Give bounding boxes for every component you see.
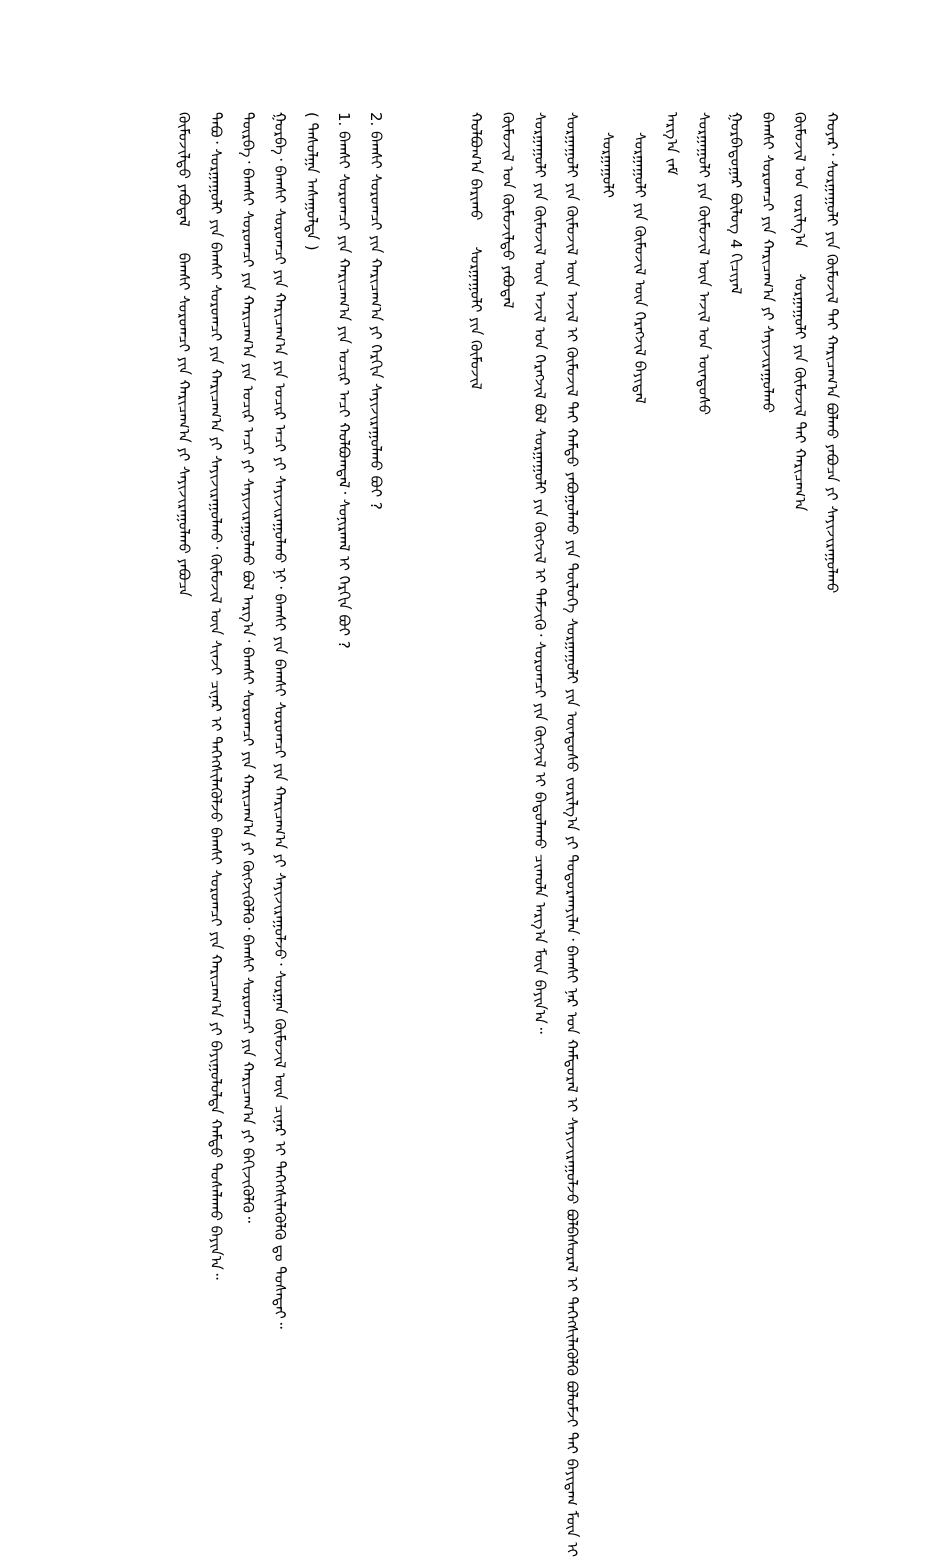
- text-column-19-part-b: ᠪᠠᠭᠰᠢ ᠰᠤᠷᠤᠭᠴᠢ ᠶᠢᠨ ᠬᠠᠷᠢᠴᠠᠭ᠎ᠠ ᠶᠢ ᠰᠠᠶᠢᠵᠢᠷᠠᠭᠤᠯᠬᠤ ᠶᠠᠪᠤᠴᠠ: [175, 252, 193, 597]
- text-column-12-part-a: ᠬᠣᠯᠪᠣᠭ᠎ᠠ ᠪᠠᠷᠢᠬᠤ: [467, 112, 485, 221]
- text-column-17: ᠳᠥᠷᠪᠡ᠂ ᠪᠠᠭᠰᠢ ᠰᠤᠷᠤᠭᠴᠢ ᠶᠢᠨ ᠬᠠᠷᠢᠴᠠᠭ᠎ᠠ ᠶᠢᠨ ᠤᠴᠢᠷ ᠠᠴᠢ ᠶᠢ ᠰᠠᠶᠢᠵᠢᠷᠠᠭᠤᠯᠬᠤ ᠪᠣᠯ ᠠᠷᠭ᠎ᠠ᠂ ᠪᠠᠭᠰᠢ ᠰᠤᠷᠤᠭᠴᠢ ᠶᠢᠨ ᠬᠠᠷᠢᠴᠠᠭ᠎ᠠ ᠶᠢ ᠬᠥᠭᠵᠢᠭᠦᠯᠬᠦ᠂ ᠪᠠᠭᠰᠢ ᠰᠤᠷᠤᠭᠴᠢ ᠶᠢᠨ ᠬᠠᠷᠢᠴᠠᠭ᠎ᠠ ᠶᠢ ᠪᠡᠬᠢᠵᠢᠭᠦᠯᠬᠦ᠃: [239, 112, 257, 1223]
- text-column-11: ᠬᠦᠮᠦᠵᠢᠯ ᠤᠨ ᠬᠦᠮᠦᠵᠢᠯᠲᠦ ᠶᠠᠪᠤᠳᠠᠯ: [499, 112, 517, 309]
- text-column-2-part-a: ᠬᠥᠮᠦᠵᠢᠯ ᠤᠨ ᠵᠣᠷᠢᠯᠭ᠎ᠠ: [791, 112, 809, 248]
- text-column-5: ᠰᠤᠷᠭᠠᠭᠤᠯᠢ ᠶᠢᠨ ᠬᠥᠮᠦᠵᠢᠯ ᠦᠨ ᠠᠵᠢᠯ ᠤᠨ ᠦᠨᠳᠦᠰᠦ: [695, 112, 713, 416]
- question-2: 2. ᠪᠠᠭᠰᠢ ᠰᠤᠷᠤᠭᠴᠢ ᠶᠢᠨ ᠬᠠᠷᠢᠴᠠᠭ᠎ᠠ ᠶᠢ ᠬᠡᠷᠬᠢᠨ ᠰᠠᠶᠢᠵᠢᠷᠠᠭᠤᠯᠬᠤ ᠪᠤᠢ ?: [367, 112, 385, 510]
- text-column-19-part-a: ᠬᠦᠮᠦᠵᠢᠯᠲᠦ ᠶᠠᠪᠤᠳᠠᠯ: [175, 112, 193, 227]
- question-1: 1. ᠪᠠᠭᠰᠢ ᠰᠤᠷᠤᠭᠴᠢ ᠶᠢᠨ ᠬᠠᠷᠢᠴᠠᠭ᠎ᠠ ᠶᠢᠨ ᠤᠴᠢᠷ ᠠᠴᠢ ᠬᠣᠯᠪᠣᠭᠳᠠᠯ᠂ ᠰᠣᠨᠢᠷᠬᠠᠯ ᠢ ᠬᠡᠷᠬᠢᠨ ᠪᠤᠢ ?: [335, 112, 353, 649]
- text-column-1: ᠬᠣᠶᠠᠷ᠂ ᠰᠤᠷᠭᠠᠭᠤᠯᠢ ᠶᠢᠨ ᠬᠥᠮᠦᠵᠢᠯ ᠲᠠᠢ ᠬᠠᠷᠢᠴᠠᠭ᠎ᠠ ᠪᠣᠯᠬᠤ ᠶᠠᠪᠤᠴᠠ ᠶᠢ ᠰᠠᠶᠢᠵᠢᠷᠠᠭᠤᠯᠬᠤ: [823, 112, 841, 594]
- text-column-12: [466, 112, 486, 412]
- text-column-3: ᠪᠠᠭᠰᠢ ᠰᠤᠷᠤᠭᠴᠢ ᠶᠢᠨ ᠬᠠᠷᠢᠴᠠᠭ᠎ᠠ ᠶᠢ ᠰᠠᠶᠢᠵᠢᠷᠠᠭᠤᠯᠬᠤ: [759, 112, 777, 414]
- text-column-9: ᠰᠤᠷᠭᠠᠭᠤᠯᠢ ᠶᠢᠨ ᠬᠥᠮᠦᠵᠢᠯ ᠦᠨ ᠠᠵᠢᠯ ᠢ ᠬᠦᠮᠦᠵᠢᠯ ᠲᠡᠢ ᠬᠠᠮᠲᠤ ᠶᠠᠪᠤᠭᠤᠯᠬᠤ ᠶᠢᠨ ᠲᠥᠯᠦᠭᠡ ᠰᠤᠷᠭᠠᠭᠤᠯᠢ ᠶᠢᠨ ᠦᠨᠳᠦᠰᠦ ᠵᠣᠷᠢᠯᠭ᠎ᠠ ᠶᠢ ᠲᠣᠳᠤᠷᠬᠠᠶᠢᠯᠠᠨ᠂ ᠪᠠᠭᠰᠢ ᠨᠠᠷ ᠤᠨ ᠬᠠᠮᠲᠤᠷᠠᠯ ᠢ ᠰᠠᠶᠢᠵᠢᠷᠠᠭᠤᠯᠵᠤ ᠪᠣᠯᠪᠠᠰᠤᠷᠠᠯ ᠢ ᠳᠡᠭᠡᠭᠰᠢᠯᠡᠭᠦᠯᠬᠦ ᠪᠣᠯᠤᠮᠵᠢ ᠲᠠᠢ ᠪᠠᠶᠢᠳᠠᠭ ᠮᠥᠨ ᠢ: [563, 112, 581, 1557]
- text-column-4: ᠭᠤᠷᠪᠠᠳᠤᠭᠠᠷ ᠪᠦᠯᠦᠭ 4 ᠬᠢᠴᠢᠶᠡᠯ: [727, 112, 745, 295]
- text-column-6: ᠠᠷᠭ᠎ᠠ ᠵᠠᠮ: [663, 112, 681, 176]
- text-column-16: ᠭᠤᠷᠪᠠ᠂ ᠪᠠᠭᠰᠢ ᠰᠤᠷᠤᠭᠴᠢ ᠶᠢᠨ ᠬᠠᠷᠢᠴᠠᠭ᠎ᠠ ᠶᠢᠨ ᠤᠴᠢᠷ ᠠᠴᠢ ᠶᠢ ᠰᠠᠶᠢᠵᠢᠷᠠᠭᠤᠯᠬᠤ ᠨᠢ᠂ ᠪᠠᠭᠰᠢ ᠶᠢᠨ ᠪᠠᠭᠰᠢ ᠰᠤᠷᠤᠭᠴᠢ ᠶᠢᠨ ᠬᠠᠷᠢᠴᠠᠭ᠎ᠠ ᠶᠢ ᠰᠠᠶᠢᠵᠢᠷᠠᠭᠤᠯᠵᠤ᠂ ᠰᠤᠷᠭᠠᠨ ᠬᠥᠮᠦᠵᠢᠯ ᠦᠨ ᠴᠢᠨᠠᠷ ᠢ ᠳᠡᠭᠡᠭᠰᠢᠯᠡᠭᠦᠯᠬᠦ ᠳᠤ ᠲᠤᠰᠠᠲᠠᠢ᠃: [271, 112, 289, 1329]
- text-column-19: [174, 112, 194, 612]
- text-column-2-part-b: ᠰᠤᠷᠭᠠᠭᠤᠯᠢ ᠶᠢᠨ ᠬᠥᠮᠦᠵᠢᠯ ᠲᠠᠢ ᠬᠠᠷᠢᠴᠠᠭ᠎ᠠ: [791, 273, 809, 512]
- text-column-18: ᠲᠠᠪᠤ᠂ ᠰᠤᠷᠭᠠᠭᠤᠯᠢ ᠶᠢᠨ ᠪᠠᠭᠰᠢ ᠰᠤᠷᠤᠭᠴᠢ ᠶᠢᠨ ᠬᠠᠷᠢᠴᠠᠭ᠎ᠠ ᠶᠢ ᠰᠠᠶᠢᠵᠢᠷᠠᠭᠤᠯᠬᠤ᠂ ᠬᠦᠮᠦᠵᠢᠯ ᠦᠨ ᠰᠢᠨᠵᠢ ᠴᠢᠨᠠᠷ ᠢ ᠳᠡᠭᠡᠭᠰᠢᠯᠡᠭᠦᠯᠵᠦ ᠪᠠᠭᠰᠢ ᠰᠤᠷᠤᠭᠴᠢ ᠶᠢᠨ ᠬᠠᠷᠢᠴᠠᠭ᠎ᠠ ᠶᠢ ᠪᠠᠶᠢᠭᠤᠯᠤᠯᠲᠠ ᠬᠠᠮᠲᠤ ᠲᠤᠰᠠᠯᠠᠬᠤ ᠪᠠᠶᠢᠨ᠎ᠠ᠃: [207, 112, 225, 1280]
- text-column-7: ᠰᠤᠷᠭᠠᠭᠤᠯᠢ ᠶᠢᠨ ᠬᠥᠮᠦᠵᠢᠯ ᠦᠨ ᠬᠡᠷᠡᠭᠵᠢᠯ ᠪᠠᠶᠢᠳᠠᠯ: [631, 132, 649, 404]
- exercise-heading: ( ᠳᠠᠰᠤᠯᠭᠠ ᠠᠰᠠᠭᠤᠯᠲᠠ ): [303, 112, 321, 251]
- text-column-8: ᠰᠤᠷᠭᠠᠭᠤᠯᠢ: [599, 132, 617, 198]
- text-column-10: ᠰᠤᠷᠭᠠᠭᠤᠯᠢ ᠶᠢᠨ ᠬᠥᠮᠦᠵᠢᠯ ᠦᠨ ᠠᠵᠢᠯ ᠤᠨ ᠬᠡᠷᠡᠭᠵᠢᠯ ᠪᠣᠯ ᠰᠤᠷᠭᠠᠭᠤᠯᠢ ᠶᠢᠨ ᠬᠥᠭᠵᠢᠯ ᠢ ᠳᠡᠮᠵᠢᠬᠦ᠂ ᠰᠤᠷᠤᠭᠴᠢ ᠶᠢᠨ ᠬᠥᠭᠵᠢᠯ ᠢ ᠪᠠᠲᠤᠯᠠᠬᠤ ᠴᠢᠬᠤᠯᠠ ᠠᠷᠭ᠎ᠠ ᠮᠥᠨ ᠪᠠᠶᠢᠨ᠎ᠠ᠃: [531, 112, 549, 1034]
- text-column-12-part-b: ᠰᠤᠷᠭᠠᠭᠤᠯᠢ ᠶᠢᠨ ᠬᠥᠮᠦᠵᠢᠯ: [467, 246, 485, 390]
- text-column-2: [790, 112, 810, 532]
